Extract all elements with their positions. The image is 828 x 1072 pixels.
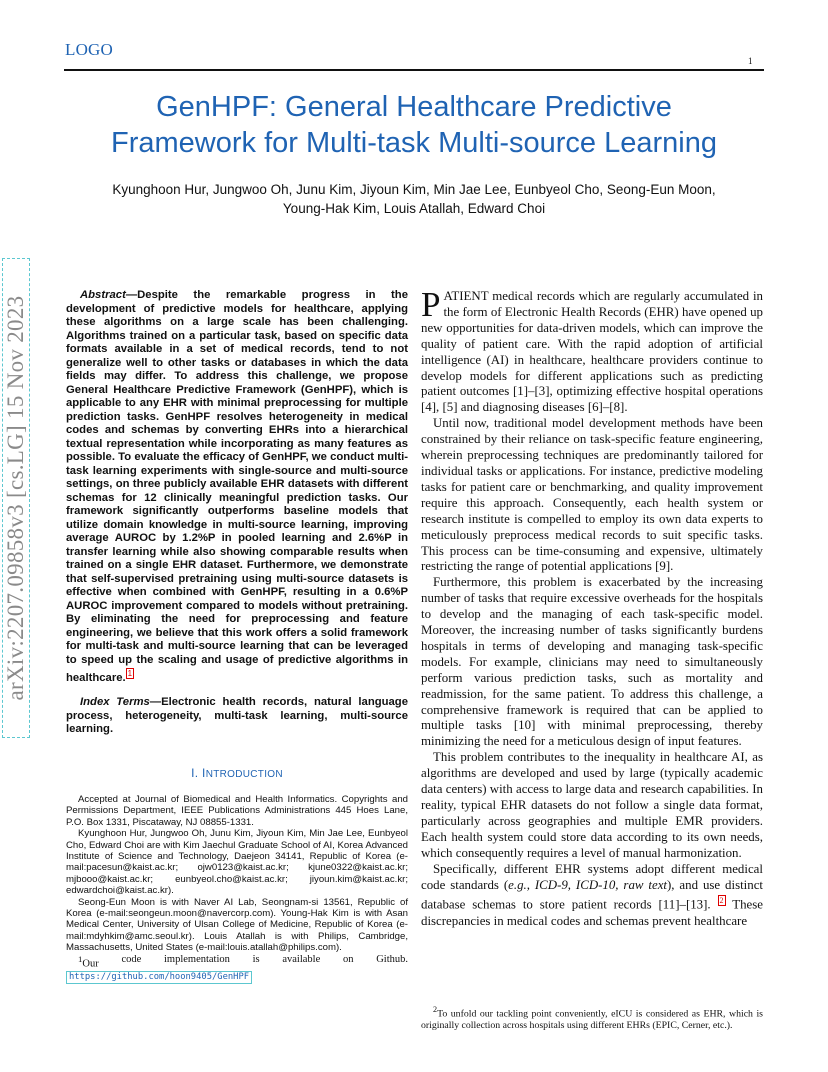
code-word-5: available [282,953,321,965]
body-paragraph-3: Furthermore, this problem is exacerbated by the increasing number of tasks that require excessive overheads for the hospitals to develop and the managing of each task-specific model. Moreover, the increasing number of tasks significantly burdens hospitals in terms of developing and managing task-specific models. For example, clinicians may need to simultaneously perform various prediction tasks, such as mortality and readmission, for the same patient. To address this challenge, a comprehensive framework is required that can be applied to multiple tasks [10] with minimal preprocessing, thereby minimizing the need for a meticulous design of input features. [421,575,763,749]
title-line-1: GenHPF: General Healthcare Predictive [156,91,672,123]
body-column [421,285,763,930]
authors-line-2: Young-Hak Kim, Louis Atallah, Edward Choi [282,201,546,216]
footnote-affiliation-1: Kyunghoon Hur, Jungwoo Oh, Junu Kim, Jiyoun Kim, Min Jae Lee, Eunbyeol Cho, Edward Choi are with Kim Jaechul Graduate School of AI, Korea Advanced Institute of Science and Technology, Daejeon 34141, Republic of Korea (e-mail:pacesun@kaist.ac.kr; ojw0123@kaist.ac.kr; kjune0322@kaist.ac.kr; mjbooo@kaist.ac.kr; eunbyeol.cho@kaist.ac.kr; jiyoun.kim@kaist.ac.kr; edwardchoi@kaist.ac.kr). [66,828,408,897]
footnote-right-text: To unfold our tackling point conveniently, eICU is considered as EHR, which is originally collection across hospitals using different EHRs (EPIC, Cerner, etc.). [421,1008,763,1032]
header-rule [64,69,764,71]
code-word-1-text: Our [82,958,99,970]
body-p5-a: Specifically, different EHR systems adopt different medical code standards ( [421,861,763,892]
paper-title [64,89,764,161]
abstract-text: Despite the remarkable progress in the development of predictive models for healthcare, applying these algorithms on a large scale has been challenging. Algorithms trained on a particular task, based on specific data formats available in a set of medical records, tend to not generalize well to other tasks or databases in which the data fields may differ. To address this challenge, we propose General Healthcare Predictive Framework (GenHPF), which is applicable to any EHR with minimal preprocessing for multiple prediction tasks. GenHPF resolves heterogeneity in medical codes and schemas by converting EHRs into a hierarchical textual representation while incorporating as many features as possible. To evaluate the efficacy of GenHPF, we conduct multi-task learning experiments with single-source and multi-source settings, on three publicly available EHR datasets with different schemas for 12 clinically meaningful prediction tasks. Our framework significantly outperforms baseline models that utilize domain knowledge in multi-source learning, improving average AUROC by 1.2%P in pooled learning and 2.6%P in transfer learning while also showing comparable results when trained on a single EHR dataset. Furthermore, we demonstrate that self-supervised pretraining using multi-source datasets is effective when combined with GenHPF, resulting in a 0.6%P AUROC improvement compared to models without pretraining. By eliminating the need for preprocessing and feature engineering, we believe that this work offers a solid framework for multi-task and multi-source learning that can be leveraged to speed up the scaling and usage of predictive algorithms in healthcare. [66,289,408,684]
github-link[interactable]: https://github.com/hoon9405/GenHPF [66,971,252,984]
code-word-6: on [342,953,354,965]
body-p5-c: These discrepancies in medical codes and schemas prevent healthcare [421,897,763,928]
title-line-2: Framework for Multi-task Multi-source Learning [111,127,717,159]
index-terms-label: Index Terms [80,696,150,709]
body-p5-b: ), and use distinct database schemas to store patient records [11]–[13]. [421,877,763,912]
logo: LOGO [65,40,114,59]
abstract [66,289,408,685]
index-terms-dash: — [149,696,162,709]
section-title-rest: NTRODUCTION [205,769,283,780]
drop-cap: P [421,285,441,324]
code-footnote-mark: 1 [78,953,83,964]
code-word-7: Github. [376,953,408,965]
abstract-label: Abstract [80,289,126,301]
body-paragraph-4: This problem contributes to the inequality in healthcare AI, as algorithms are developed and used by large (typically academic data centers) with access to large data and research capabilities. In reality, typical EHR datasets do not follow a single data format, particularly across geographies and multiple EMR providers. Each health system could store data according to its own needs, which consequently requires a level of manual harmonization. [421,750,763,860]
body-p1-text: medical records which are regularly accumulated in the form of Electronic Health Records (EHR) have opened up new opportunities for data-driven models, which can improve the quality of patient care. With the rapid adoption of artificial intelligence (AI) in healthcare, healthcare providers continue to develop models for different applications such as predicting patient outcomes [1]–[3], optimizing effective hospital operations [4], [5] and diagnosing diseases [6]–[8]. [421,289,763,415]
footnote-right-mark: 2 [433,1005,438,1014]
body-paragraph-2: Until now, traditional model development methods have been constrained by their reliance on task-specific feature engineering, wherein preprocessing techniques are predominantly tailored for individual tasks or applications. For instance, predictive modeling tasks for patient care or benchmarking, and quality improvement require this approach. Consequently, each health system or research institute is compelled to employ its own data experts to meticulously preprocess medical records to suit specific tasks. This process can be time-consuming and expensive, ultimately restricting the range of potential applications [9]. [421,416,763,574]
code-word-2: code [121,953,142,965]
body-p5-eg: e.g., ICD-9, ICD-10, raw text [508,877,668,892]
footnote-accepted: Accepted at Journal of Biomedical and Health Informatics. Copyrights and Permissions Department, IEEE Publications Administrations 445 Hoes Lane, P.O. Box 1331, Piscataway, NJ 08855-1331. [66,794,408,828]
footnote-link-2[interactable]: 2 [719,896,724,906]
code-word-4: is [252,953,260,965]
body-paragraph-1 [421,285,763,416]
page-number: 1 [748,56,753,66]
body-paragraph-5 [421,862,763,930]
footnote-link-1[interactable]: 1 [127,669,133,678]
arxiv-id: arXiv:2207.09858v3 [cs.LG] 15 Nov 2023 [3,295,28,701]
footnote-right [421,1004,763,1032]
index-terms-text: Electronic health records, natural language process, heterogeneity, multi-task learning, multi-source learning. [66,696,408,736]
code-word-1 [78,954,99,970]
body-caps-word: ATIENT [443,289,489,303]
index-terms [66,696,408,737]
section-first-letter: I [202,766,206,780]
code-word-3: implementation [163,953,230,965]
footnotes-left [66,794,408,984]
abstract-column [66,289,408,737]
arxiv-stamp[interactable] [2,258,36,738]
footnote-affiliation-2: Seong-Eun Moon is with Naver AI Lab, Seongnam-si 13561, Republic of Korea (e-mail:seongeun.moon@navercorp.com). Young-Hak Kim is with Asan Medical Center, University of Ulsan College of Medicine, Republic of Korea (e-mail:mdyhkim@amc.seoul.kr). Louis Atallah is with Philips, Cambridge, Massachusetts, United States (e-mail:louis.atallah@philips.com). [66,896,408,954]
section-numeral: I. [191,766,199,780]
section-heading-introduction [66,766,408,780]
footnote-code [66,954,408,970]
abstract-dash: — [125,289,138,301]
authors-line-1: Kyunghoon Hur, Jungwoo Oh, Junu Kim, Jiyoun Kim, Min Jae Lee, Eunbyeol Cho, Seong-Eun Moon, [112,182,716,197]
author-list [64,180,764,218]
